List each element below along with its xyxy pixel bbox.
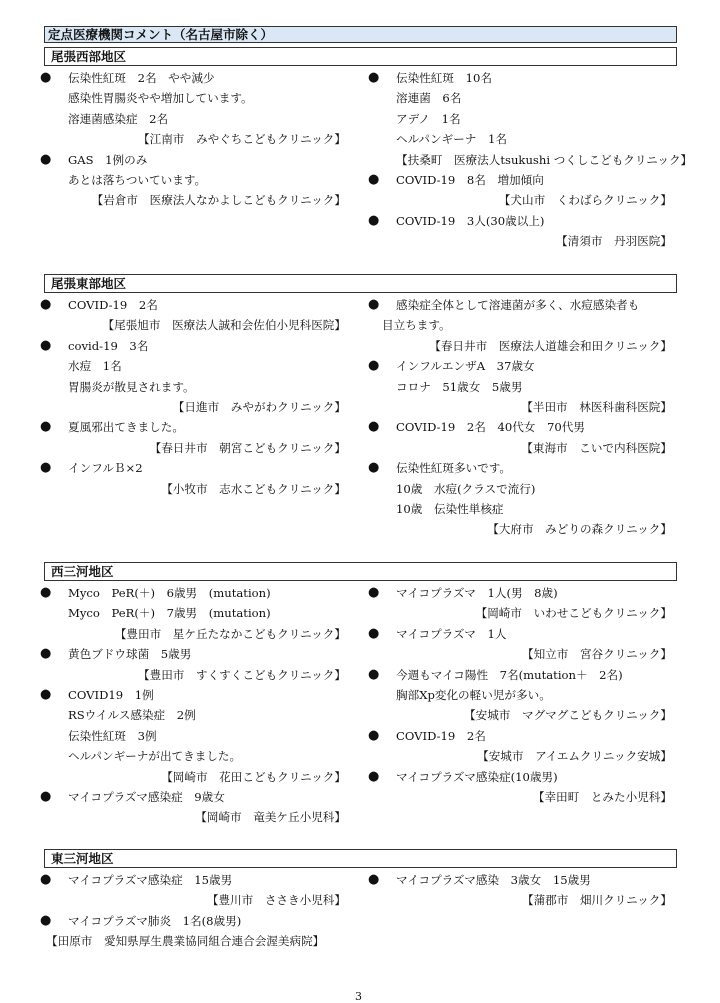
item-text: あとは落ちついています。 [68,172,207,187]
item-text: 【小牧市 志水こどもクリニック】 [161,481,346,496]
item-text: 【豊田市 すくすくこどもクリニック】 [138,667,346,682]
comment-line [396,685,672,705]
item-text: COVID-19 2名 40代女 70代男 [396,420,585,435]
item-text: マイコプラズマ感染症 15歳男 [68,873,233,887]
item-text: コロナ 51歳女 5歳男 [396,379,523,394]
bullet-icon: ● [368,297,380,312]
clinic-source [68,890,346,910]
item-text: COVID-19 2名 [68,298,158,312]
clinic-source [68,315,346,335]
item-text: 【犬山市 くわばらクリニック】 [498,193,672,208]
clinic-source [68,438,346,458]
item-text: Myco PeR(＋) 6歳男 (mutation) [68,586,271,600]
comment-item [368,68,672,88]
comment-line [68,109,346,129]
item-text: マイコプラズマ 1人 [396,626,507,641]
comment-line [396,88,672,108]
item-text: 黄色ブドウ球菌 5歳男 [68,647,192,662]
bullet-icon: ● [40,297,52,312]
item-text: 溶連菌 6名 [396,91,462,106]
comment-line [68,705,346,725]
section-header: 尾張西部地区 [44,47,677,66]
comment-item [40,295,346,315]
item-text: Myco PeR(＋) 7歳男 (mutation) [68,606,271,621]
item-text: インフルＢ×2 [68,461,143,476]
item-text: 伝染性紅斑 2名 やや減少 [68,71,215,85]
item-text: 今週もマイコ陽性 7名(mutation＋ 2名) [396,667,623,682]
bullet-icon: ● [40,585,52,600]
bullet-icon: ● [40,419,52,435]
item-text: マイコプラズマ感染 3歳女 15歳男 [396,873,591,887]
bullet-icon: ● [368,212,380,228]
comment-item [368,624,672,644]
comment-item [368,211,672,231]
item-text: 【岡崎市 竜美ケ丘小児科】 [195,810,346,825]
clinic-source [396,519,672,539]
bullet-icon: ● [368,419,380,435]
bullet-icon: ● [368,460,380,476]
comment-item [368,295,672,315]
clinic-source [396,438,672,458]
comment-item [368,767,672,787]
comment-item [40,685,346,705]
comment-item [40,458,346,478]
item-text: 伝染性紅斑多いです。 [396,461,512,476]
item-text: 胸部Xp変化の軽い児が多い。 [396,687,551,702]
item-text: 【扶桑町 医療法人tsukushi つくしこどもクリニック】 [396,152,693,167]
bullet-icon: ● [368,768,380,784]
comment-item [368,417,672,437]
item-text: COVID-19 8名 増加傾向 [396,172,544,187]
bullet-icon: ● [368,358,380,374]
clinic-source [396,787,672,807]
comment-line [396,129,672,149]
item-text: 伝染性紅斑 3例 [68,728,157,743]
item-text: COVID-19 3人(30歳以上) [396,213,545,228]
comment-item [368,726,672,746]
item-text: マイコプラズマ感染症(10歳男) [396,769,558,784]
clinic-source [68,767,346,787]
bullet-icon: ● [40,460,52,476]
item-text: 【東海市 こいで内科医院】 [521,440,672,455]
clinic-source [396,644,672,664]
item-text: 【日進市 みやがわクリニック】 [172,399,346,414]
bullet-icon: ● [40,686,52,702]
comment-item [40,870,346,890]
item-text: 感染症全体として溶連菌が多く、水痘感染者も [396,298,640,312]
clinic-source [68,624,346,644]
bullet-icon: ● [40,788,52,804]
item-text: 目立ちます。 [382,318,451,333]
section-left-column [40,68,346,211]
bullet-icon: ● [40,337,52,353]
comment-line [396,109,672,129]
comment-item [40,68,346,88]
item-text: インフルエンザA 37歳女 [396,359,535,374]
clinic-source [396,603,672,623]
clinic-source [396,231,672,251]
item-text: 【岩倉市 医療法人なかよしこどもクリニック】 [91,193,346,208]
comment-line [68,356,346,376]
clinic-source [68,665,346,685]
comment-line [68,170,346,190]
item-text: マイコプラズマ肺炎 1名(8歳男) [68,913,242,928]
section-right-column [368,295,672,540]
item-text: 10歳 伝染性単核症 [396,501,504,516]
comment-item [40,417,346,437]
bullet-icon: ● [368,666,380,682]
clinic-source [396,190,672,210]
bullet-icon: ● [368,585,380,600]
item-text: 【幸田町 とみた小児科】 [532,789,672,804]
item-text: 【半田市 林医科歯科医院】 [521,399,672,414]
item-text: 胃腸炎が散見されます。 [68,379,195,394]
clinic-source [396,150,693,170]
section-header: 東三河地区 [44,849,677,868]
clinic-source [68,397,346,417]
comment-line [68,746,346,766]
item-text: ヘルパンギーナ 1名 [396,132,507,147]
section-right-column [368,870,672,911]
item-text: 【安城市 マグマグこどもクリニック】 [464,708,672,723]
comment-item [40,583,346,603]
comment-item [40,911,346,931]
clinic-source [396,336,672,356]
section-header: 西三河地区 [44,562,677,581]
item-text: 溶連菌感染症 2名 [68,111,169,126]
clinic-source [68,479,346,499]
comment-item [368,870,672,890]
item-text: 【春日井市 医療法人道雄会和田クリニック】 [429,338,672,353]
section-left-column [40,295,346,499]
bullet-icon: ● [40,646,52,662]
item-text: 【岡崎市 花田こどもクリニック】 [161,769,346,784]
section-header: 尾張東部地区 [44,274,677,293]
item-text: 【安城市 アイエムクリニック安城】 [477,749,672,764]
item-text: covid-19 3名 [68,338,149,353]
item-text: 【岡崎市 いわせこどもクリニック】 [475,606,672,621]
comment-item [40,787,346,807]
item-text: 水痘 1名 [68,359,122,374]
item-text: 【田原市 愛知県厚生農業協同組合連合会渥美病院】 [46,934,325,949]
item-text: アデノ 1名 [396,111,461,126]
comment-item [40,644,346,664]
comment-item [40,150,346,170]
bullet-icon: ● [368,171,380,187]
section-right-column [368,583,672,807]
item-text: 【知立市 宮谷クリニック】 [521,647,672,662]
clinic-source [46,931,346,951]
comment-item [368,170,672,190]
comment-item [368,458,672,478]
item-text: 10歳 水痘(クラスで流行) [396,481,536,496]
item-text: RSウイルス感染症 2例 [68,708,196,723]
comment-item [368,665,672,685]
bullet-icon: ● [40,872,52,887]
item-text: 夏風邪出てきました。 [68,420,184,435]
page-title: 定点医療機関コメント（名古屋市除く） [44,26,677,43]
section-left-column [40,870,346,952]
item-text: 【春日井市 朝宮こどもクリニック】 [149,440,346,455]
item-text: マイコプラズマ 1人(男 8歳) [396,586,558,600]
item-text: 感染性胃腸炎やや増加しています。 [68,91,253,106]
comment-line [68,377,346,397]
clinic-source [396,705,672,725]
item-text: COVID-19 2名 [396,728,486,743]
clinic-source [68,129,346,149]
bullet-icon: ● [40,912,52,928]
clinic-source [396,746,672,766]
item-text: 【大府市 みどりの森クリニック】 [487,522,672,537]
comment-item [40,336,346,356]
item-text: 伝染性紅斑 10名 [396,71,492,85]
comment-item [368,356,672,376]
bullet-icon: ● [368,872,380,887]
comment-line [68,603,346,623]
item-text: GAS 1例のみ [68,152,148,167]
item-text: マイコプラズマ感染症 9歳女 [68,789,225,804]
bullet-icon: ● [368,70,380,85]
comment-line [396,479,672,499]
item-text: COVID19 1例 [68,687,154,702]
comment-line [396,377,672,397]
item-text: 【江南市 みやぐちこどもクリニック】 [138,132,346,147]
item-text: 【尾張旭市 医療法人誠和会佐伯小児科医院】 [102,318,346,333]
section-left-column [40,583,346,828]
item-text: 【豊川市 ささき小児科】 [206,893,346,908]
clinic-source [68,190,346,210]
item-text: ヘルパンギーナが出てきました。 [68,749,242,764]
clinic-source [396,397,672,417]
bullet-icon: ● [40,70,52,85]
comment-line [382,315,672,335]
comment-line [396,499,672,519]
bullet-icon: ● [368,625,380,641]
clinic-source [68,807,346,827]
bullet-icon: ● [40,151,52,167]
item-text: 【蒲郡市 畑川クリニック】 [521,893,672,908]
comment-item [368,583,672,603]
comment-line [68,88,346,108]
item-text: 【清須市 丹羽医院】 [556,234,672,249]
page-number: 3 [355,990,362,1003]
bullet-icon: ● [368,727,380,743]
section-right-column [368,68,693,252]
item-text: 【豊田市 星ケ丘たなかこどもクリニック】 [114,626,346,641]
comment-line [68,726,346,746]
clinic-source [396,890,672,910]
